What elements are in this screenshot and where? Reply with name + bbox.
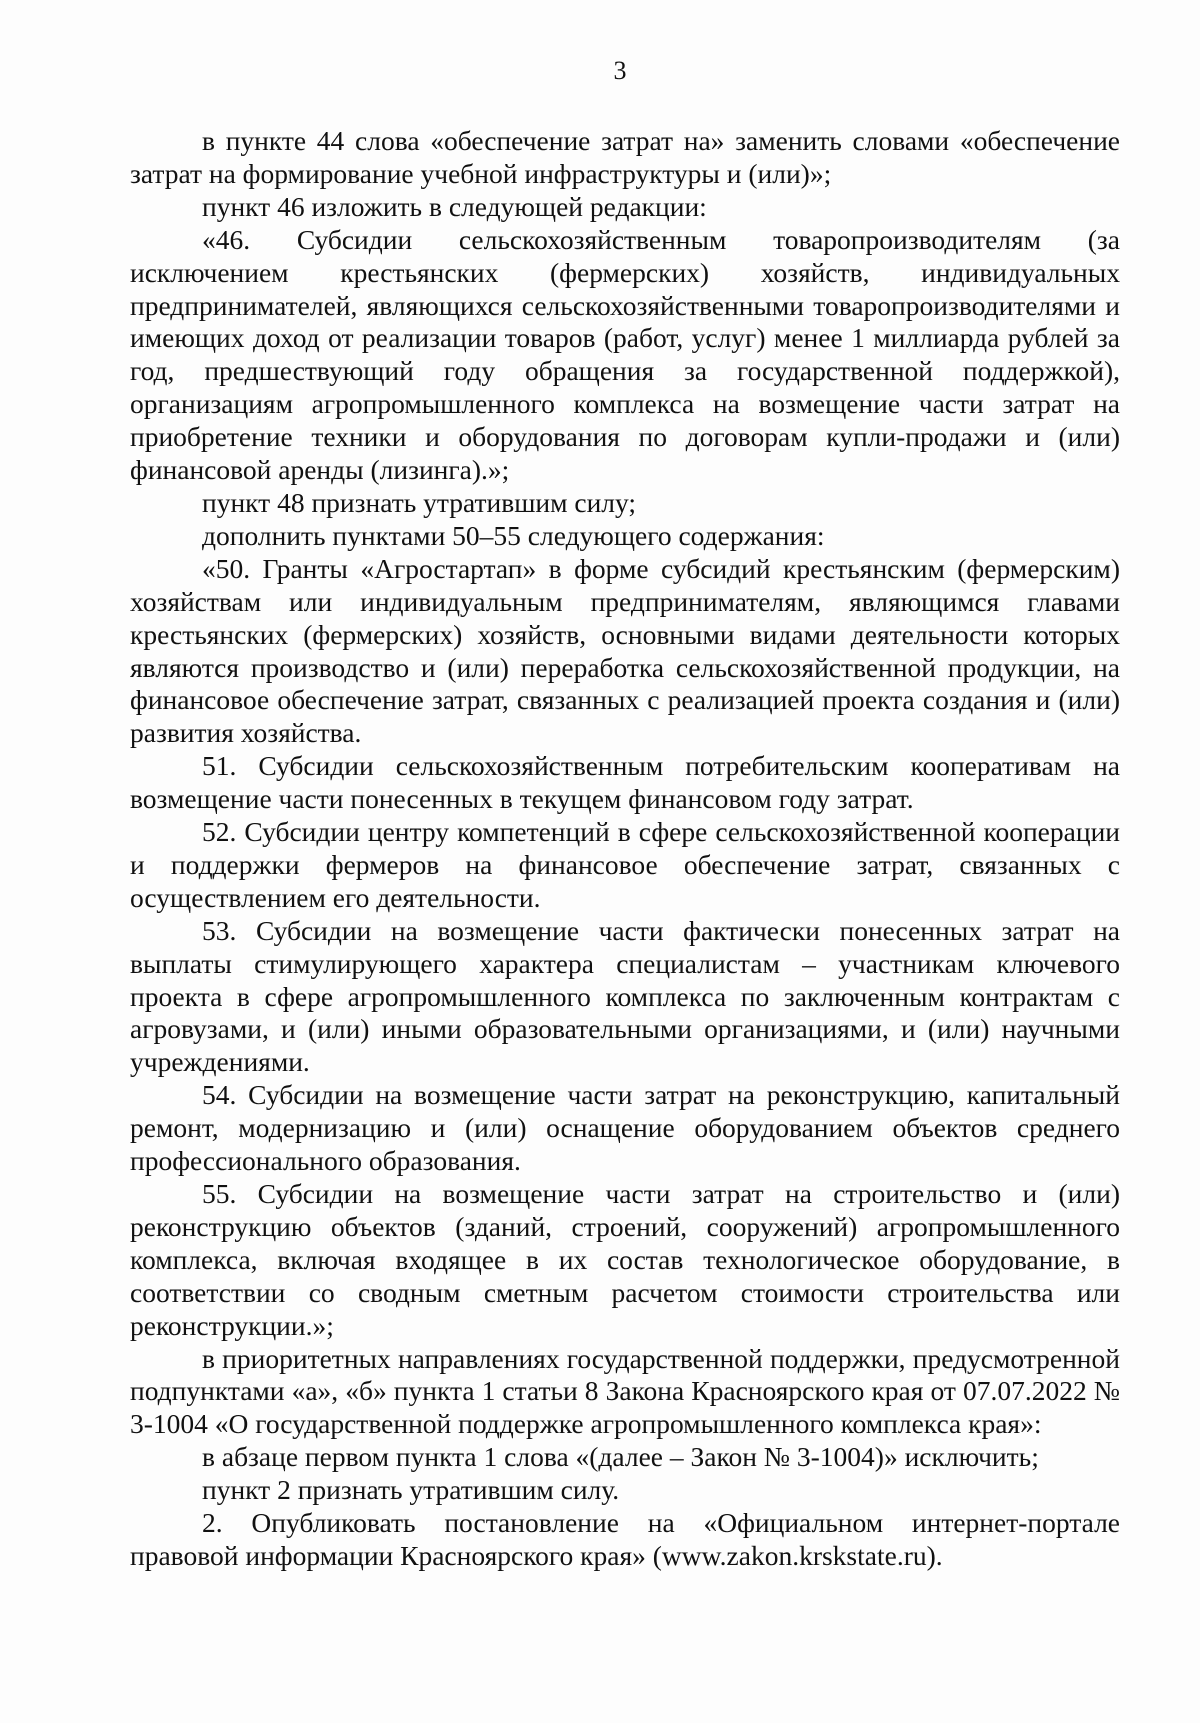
paragraph-item-55: 55. Субсидии на возмещение части затрат на строительство и (или) реконструкцию объектов (зданий, строений, сооружений) агропромышленного комплекса, включая входящее в их состав технологическое оборудование, в соответствии со сводным сметным расчетом стоимости строительства или реконструкции.»; <box>130 1178 1120 1341</box>
page-number: 3 <box>613 56 627 85</box>
paragraph-item-53: 53. Субсидии на возмещение части фактически понесенных затрат на выплаты стимулирующего характера специалистам – участникам ключевого проекта в сфере агропромышленного комплекса по заключенным контрактам с агровузами, и (или) иными образовательными организациями, и (или) научными учреждениями. <box>130 914 1120 1078</box>
paragraph-item-2-void: пункт 2 признать утратившим силу. <box>202 1474 620 1506</box>
paragraph-item-46-intro: пункт 46 изложить в следующей редакции: <box>202 190 707 222</box>
paragraph-item-51: 51. Субсидии сельскохозяйственным потребительским кооперативам на возмещение части понесенных в текущем финансовом году затрат. <box>130 750 1120 815</box>
paragraph-item-44: в пункте 44 слова «обеспечение затрат на» заменить словами «обеспечение затрат на формирование учебной инфраструктуры и (или)»; <box>130 125 1120 189</box>
paragraph-publication: 2. Опубликовать постановление на «Официальном интернет-портале правовой информации Красноярского края» (www.zakon.krskstate.ru). <box>130 1507 1120 1571</box>
paragraph-item-48: пункт 48 признать утратившим силу; <box>202 486 637 518</box>
paragraph-item-50: «50. Гранты «Агростартап» в форме субсидий крестьянским (фермерским) хозяйствам или индивидуальным предпринимателям, являющимся главами крестьянских (фермерских) хозяйств, основными видами деятельности которых являются производство и (или) переработка сельскохозяйственной продукции, на финансовое обеспечение затрат, связанных с реализацией проекта создания и (или) развития хозяйства. <box>130 552 1120 749</box>
paragraph-item-54: 54. Субсидии на возмещение части затрат на реконструкцию, капитальный ремонт, модернизацию и (или) оснащение оборудованием объектов среднего профессионального образования. <box>130 1079 1120 1177</box>
paragraph-abzac-first: в абзаце первом пункта 1 слова «(далее – Закон № 3-1004)» исключить; <box>202 1441 1039 1473</box>
document-body <box>130 125 1120 1573</box>
paragraph-priority-directions: в приоритетных направлениях государственной поддержки, предусмотренной подпунктами «а», «б» пункта 1 статьи 8 Закона Красноярского края от 07.07.2022 № 3-1004 «О государственной поддержке агропромышленного комплекса края»: <box>130 1342 1120 1440</box>
paragraph-item-52: 52. Субсидии центру компетенций в сфере сельскохозяйственной кооперации и поддержки фермеров на финансовое обеспечение затрат, связанных с осуществлением его деятельности. <box>130 816 1120 913</box>
paragraph-item-46: «46. Субсидии сельскохозяйственным товаропроизводителям (за исключением крестьянских (фермерских) хозяйств, индивидуальных предпринимателей, являющихся сельскохозяйственными товаропроизводителями и имеющих доход от реализации товаров (работ, услуг) менее 1 миллиарда рублей за год, предшествующий году обращения за государственной поддержкой), организациям агропромышленного комплекса на возмещение части затрат на приобретение техники и оборудования по договорам купли-продажи и (или) финансовой аренды (лизинга).»; <box>130 223 1120 486</box>
paragraph-add-50-55: дополнить пунктами 50–55 следующего содержания: <box>202 519 825 551</box>
